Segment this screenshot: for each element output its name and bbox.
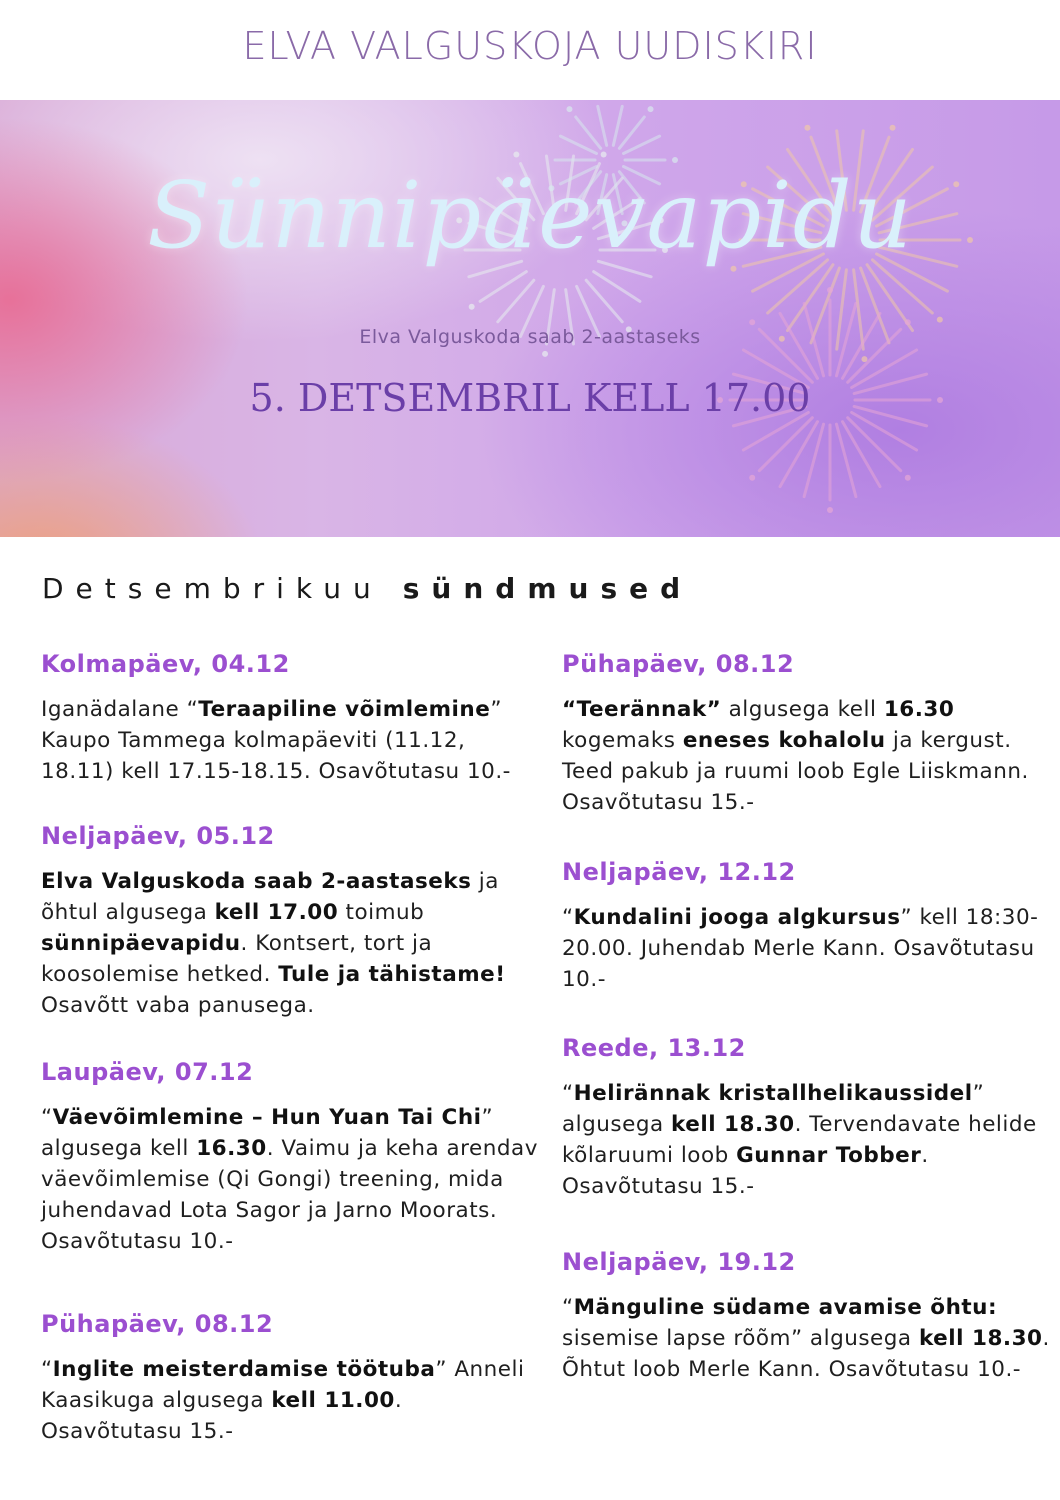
firework-spark <box>749 319 755 325</box>
event-description <box>41 1354 541 1447</box>
event-text: . Õhtut loob Merle Kann. Osavõtutasu 10.- <box>562 1326 1050 1382</box>
event-day: Neljapäev, 19.12 <box>562 1248 796 1276</box>
event-day: Neljapäev, 12.12 <box>562 858 796 886</box>
event-text: sisemise lapse rõõm” algusega <box>562 1326 919 1351</box>
event-text: . Tervendavate helide kõlaruumi loob <box>562 1112 1037 1168</box>
event-text: . Osavõtutasu 15.- <box>41 1388 403 1444</box>
event-item <box>562 858 1060 995</box>
firework-spark <box>804 125 810 131</box>
firework-spark <box>542 351 548 357</box>
firework-spark <box>601 151 607 157</box>
firework-spark <box>890 125 896 131</box>
event-text: ” Kaupo Tammega kolmapäeviti (11.12, 18.11) kell 17.15-18.15. Osavõtutasu 10.- <box>41 697 511 784</box>
hero-banner <box>0 100 1060 537</box>
event-text: algusega kell <box>721 697 884 722</box>
event-text: “ <box>562 1295 574 1320</box>
firework-spark <box>861 356 867 362</box>
event-item <box>41 650 541 787</box>
event-day: Kolmapäev, 04.12 <box>41 650 290 678</box>
firework-spark <box>749 475 755 481</box>
event-text-bold: kell 18.30 <box>918 1326 1043 1351</box>
event-item <box>562 1248 1060 1385</box>
event-text: ” algusega kell <box>41 1105 494 1161</box>
event-description <box>41 694 541 787</box>
firework-spark <box>937 317 943 323</box>
event-text-bold: Inglite meisterdamise töötuba <box>52 1357 436 1382</box>
event-text: . Vaimu ja keha arendav väevõimlemise (Qi Gongi) treening, mida juhendavad Lota Sagor ja Jarno Moorats. Osavõtutasu 10.- <box>41 1136 538 1254</box>
event-text-bold: kell 18.30 <box>671 1112 795 1137</box>
banner-subtitle: Elva Valguskoda saab 2-aastaseks <box>359 326 701 348</box>
firework-ray <box>804 424 823 496</box>
firework-spark <box>566 106 572 112</box>
event-text: “ <box>41 1105 53 1130</box>
event-day: Reede, 13.12 <box>562 1034 746 1062</box>
event-text: Osavõtt vaba panusega. <box>41 993 315 1018</box>
firework-spark <box>827 287 833 293</box>
event-day: Laupäev, 07.12 <box>41 1058 254 1086</box>
firework-spark <box>905 319 911 325</box>
event-text: “ <box>562 905 574 930</box>
event-text: toimub <box>338 900 425 925</box>
event-text-bold: Tule ja tähistame! <box>278 962 506 987</box>
event-text-bold: 16.30 <box>196 1136 267 1161</box>
event-text-bold: Väevõimlemine – Hun Yuan Tai Chi <box>52 1105 482 1130</box>
event-text: ” Anneli Kaasikuga algusega <box>41 1357 525 1413</box>
event-description <box>41 866 541 1021</box>
firework-ray <box>598 106 607 145</box>
event-item <box>41 1058 541 1257</box>
event-text-bold: kell 17.00 <box>214 900 339 925</box>
event-day: Pühapäev, 08.12 <box>562 650 795 678</box>
event-text: ja õhtul algusega <box>41 869 499 925</box>
event-text-bold: kell 11.00 <box>271 1388 395 1413</box>
firework-ray <box>576 117 601 148</box>
event-item <box>562 650 1060 818</box>
event-text-bold: Teraapiline võimlemine <box>198 697 491 722</box>
event-text: . Kontsert, tort ja koosolemise hetked. <box>41 931 433 987</box>
event-text-bold: Gunnar Tobber <box>736 1143 922 1168</box>
event-item <box>41 1310 541 1447</box>
event-text-bold: “Teerännak” <box>562 697 722 722</box>
firework-ray <box>613 106 622 145</box>
event-text-bold: Helirännak kristallhelikaussidel <box>573 1081 973 1106</box>
firework-spark <box>905 475 911 481</box>
event-item <box>41 822 541 1021</box>
banner-date: 5. DETSEMBRIL KELL 17.00 <box>249 376 811 420</box>
firework-spark <box>827 507 833 513</box>
section-heading-bold: sündmused <box>402 572 693 605</box>
firework-spark <box>469 304 475 310</box>
event-description <box>562 694 1060 818</box>
firework-spark <box>513 151 519 157</box>
event-day: Pühapäev, 08.12 <box>41 1310 274 1338</box>
event-text: . Osavõtutasu 15.- <box>562 1143 929 1199</box>
event-text-bold: Elva Valguskoda saab 2-aastaseks <box>41 869 472 894</box>
event-text-bold: sünnipäevapidu <box>41 931 241 956</box>
event-description <box>41 1102 541 1257</box>
firework-ray <box>619 117 644 148</box>
event-day: Neljapäev, 05.12 <box>41 822 275 850</box>
firework-ray <box>836 424 855 496</box>
event-text-bold: Mänguline südame avamise õhtu: <box>573 1295 998 1320</box>
firework-ray <box>624 136 660 153</box>
page-title: ELVA VALGUSKOJA UUDISKIRI <box>242 24 818 68</box>
firework-ray <box>560 136 596 153</box>
event-text: ” kell 18:30-20.00. Juhendab Merle Kann. Osavõtutasu 10.- <box>562 905 1039 992</box>
event-text: ” algusega <box>562 1081 985 1137</box>
section-heading <box>42 572 692 605</box>
event-text: Iganädalane “ <box>41 697 199 722</box>
event-text-bold: 16.30 <box>883 697 955 722</box>
event-text-bold: Kundalini jooga algkursus <box>573 905 901 930</box>
event-text-bold: eneses kohalolu <box>682 728 886 753</box>
event-text: “ <box>562 1081 574 1106</box>
firework-spark <box>648 106 654 112</box>
event-text: ja kergust. Teed pakub ja ruumi loob Egle Liiskmann. Osavõtutasu 15.- <box>562 728 1029 815</box>
event-description <box>562 902 1060 995</box>
event-description <box>562 1292 1060 1385</box>
event-text: kogemaks <box>562 728 683 753</box>
event-item <box>562 1034 1060 1202</box>
event-description <box>562 1078 1060 1202</box>
banner-script-title: Sünnipäevapidu <box>147 162 913 269</box>
section-heading-light: Detsembrikuu <box>42 572 383 605</box>
event-text: “ <box>41 1357 53 1382</box>
